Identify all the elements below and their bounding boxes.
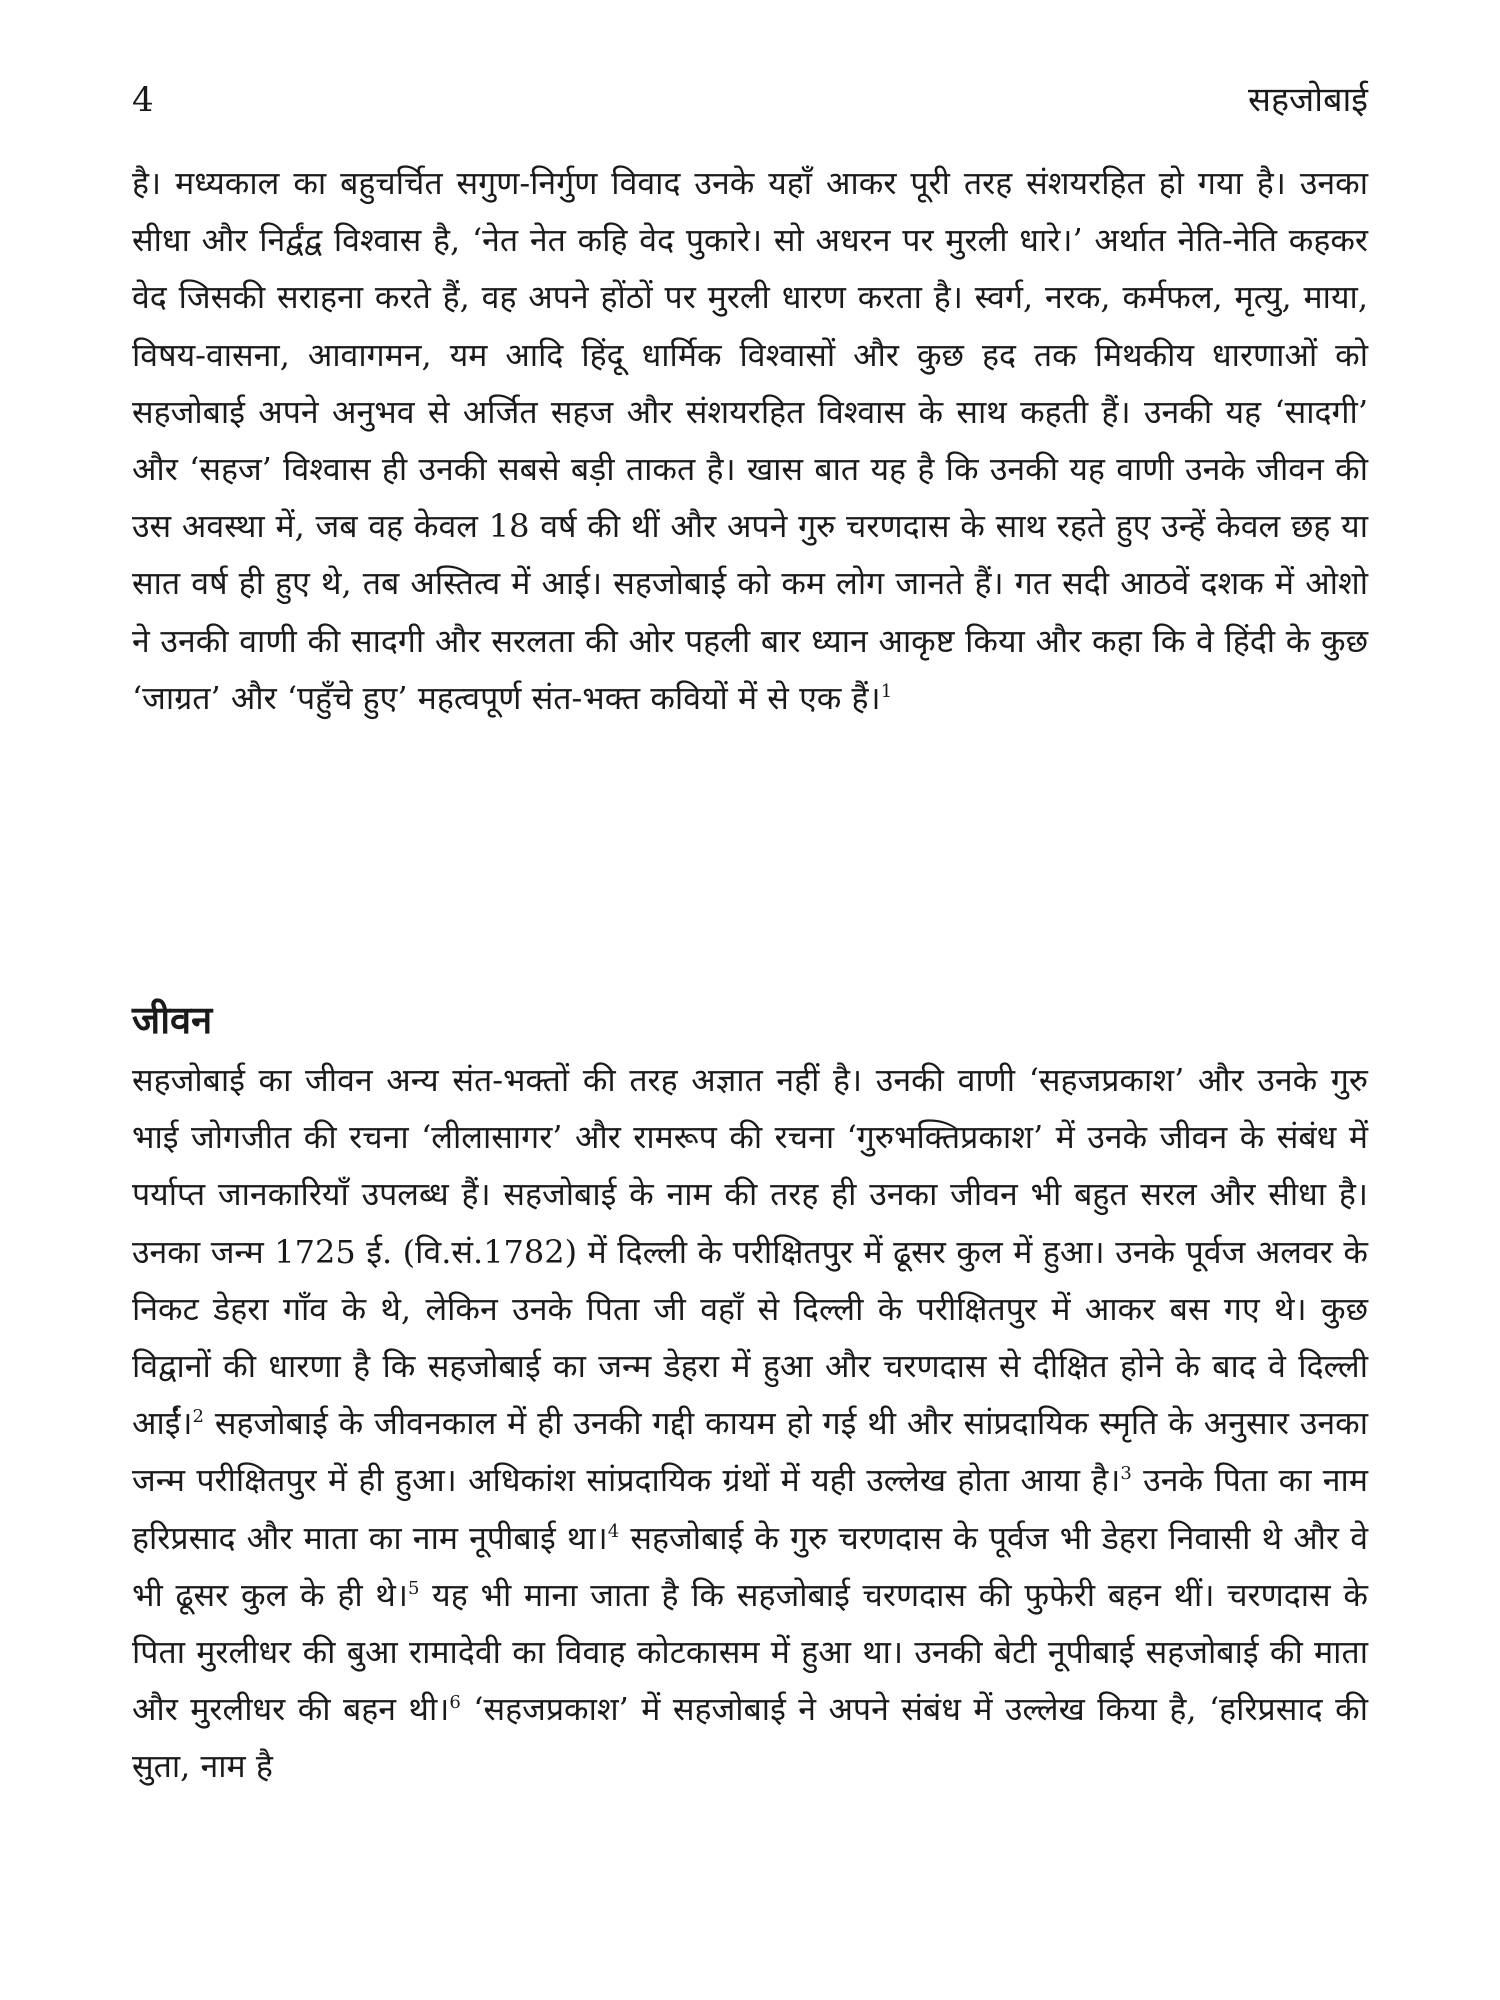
paragraph-text: ‘सहजप्रकाश’ में सहजोबाई ने अपने संबंध में उल्लेख किया है, ‘हरिप्रसाद की सुता, नाम है bbox=[132, 1690, 1368, 1786]
paragraph-text: सहजोबाई के जीवनकाल में ही उनकी गद्दी कायम हो गई थी और सांप्रदायिक स्मृति के अनुसार उनका जन्म परीक्षितपुर में ही हुआ। अधिकांश सांप्रदायिक ग्रंथों में यही उल्लेख होता आया है। bbox=[132, 1404, 1368, 1500]
running-title: सहजोबाई bbox=[1248, 80, 1368, 120]
footnote-marker: 2 bbox=[192, 1406, 204, 1428]
footnote-marker: 1 bbox=[880, 680, 893, 702]
page-header bbox=[132, 72, 1368, 128]
paragraph-text: सहजोबाई का जीवन अन्य संत-भक्तों की तरह अज्ञात नहीं है। उनकी वाणी ‘सहजप्रकाश’ और उनके गुरु भाई जोगजीत की रचना ‘लीलासागर’ और रामरूप की रचना ‘गुरुभक्तिप्रकाश’ में उनके जीवन के संबंध में पर्याप्त जानकारियाँ उपलब्ध हैं। सहजोबाई के नाम की तरह ही उनका जीवन भी बहुत सरल और सीधा है। उनका जन्म 1725 ई. (वि.सं.1782) में दिल्ली के परीक्षितपुर में ढूसर कुल में हुआ। उनके पूर्वज अलवर के निकट डेहरा गाँव के थे, लेकिन उनके पिता जी वहाँ से दिल्ली के परीक्षितपुर में आकर बस गए थे। कुछ विद्वानों की धारणा है कि सहजोबाई का जन्म डेहरा में हुआ और चरणदास से दीक्षित होने के बाद वे दिल्ली आईं। bbox=[132, 1061, 1368, 1443]
footnote-marker: 3 bbox=[1120, 1463, 1132, 1485]
intro-paragraph bbox=[132, 155, 1368, 727]
paragraph-text: सहजोबाई के गुरु चरणदास के पूर्वज भी डेहरा निवासी थे और वे भी ढूसर कुल के ही थे। bbox=[132, 1518, 1368, 1614]
paragraph-text: है। मध्यकाल का बहुचर्चित सगुण-निर्गुण विवाद उनके यहाँ आकर पूरी तरह संशयरहित हो गया है। उनका सीधा और निर्द्वंद्व विश्वास है, ‘नेत नेत कहि वेद पुकारे। सो अधरन पर मुरली धारे।’ अर्थात नेति-नेति कहकर वेद जिसकी सराहना करते हैं, वह अपने होंठों पर मुरली धारण करता है। स्वर्ग, नरक, कर्मफल, मृत्यु, माया, विषय-वासना, आवागमन, यम आदि हिंदू धार्मिक विश्वासों और कुछ हद तक मिथकीय धारणाओं को सहजोबाई अपने अनुभव से अर्जित सहज और संशयरहित विश्वास के साथ कहती हैं। उनकी यह ‘सादगी’ और ‘सहज’ विश्वास ही उनकी सबसे बड़ी ताकत है। खास बात यह है कि उनकी यह वाणी उनके जीवन की उस अवस्था में, जब वह केवल 18 वर्ष की थीं और अपने गुरु चरणदास के साथ रहते हुए उन्हें केवल छह या सात वर्ष ही हुए थे, तब अस्तित्व में आई। सहजोबाई को कम लोग जानते हैं। गत सदी आठवें दशक में ओशो ने उनकी वाणी की सादगी और सरलता की ओर पहली बार ध्यान आकृष्ट किया और कहा कि वे हिंदी के कुछ ‘जाग्रत’ और ‘पहुँचे हुए’ महत्वपूर्ण संत-भक्त कवियों में से एक हैं। bbox=[132, 164, 1368, 717]
footnote-marker: 6 bbox=[449, 1692, 461, 1714]
footnote-marker: 5 bbox=[407, 1577, 420, 1599]
paragraph-text: यह भी माना जाता है कि सहजोबाई चरणदास की फुफेरी बहन थीं। चरणदास के पिता मुरलीधर की बुआ रामादेवी का विवाह कोटकासम में हुआ था। उनकी बेटी नूपीबाई सहजोबाई की माता और मुरलीधर की बहन थी। bbox=[132, 1575, 1368, 1729]
page-number: 4 bbox=[132, 80, 154, 120]
jeevan-paragraph bbox=[132, 1052, 1368, 1796]
footnote-marker: 4 bbox=[607, 1520, 620, 1542]
paragraph-text: उनके पिता का नाम हरिप्रसाद और माता का नाम नूपीबाई था। bbox=[132, 1461, 1368, 1557]
section-heading: जीवन bbox=[132, 997, 213, 1042]
